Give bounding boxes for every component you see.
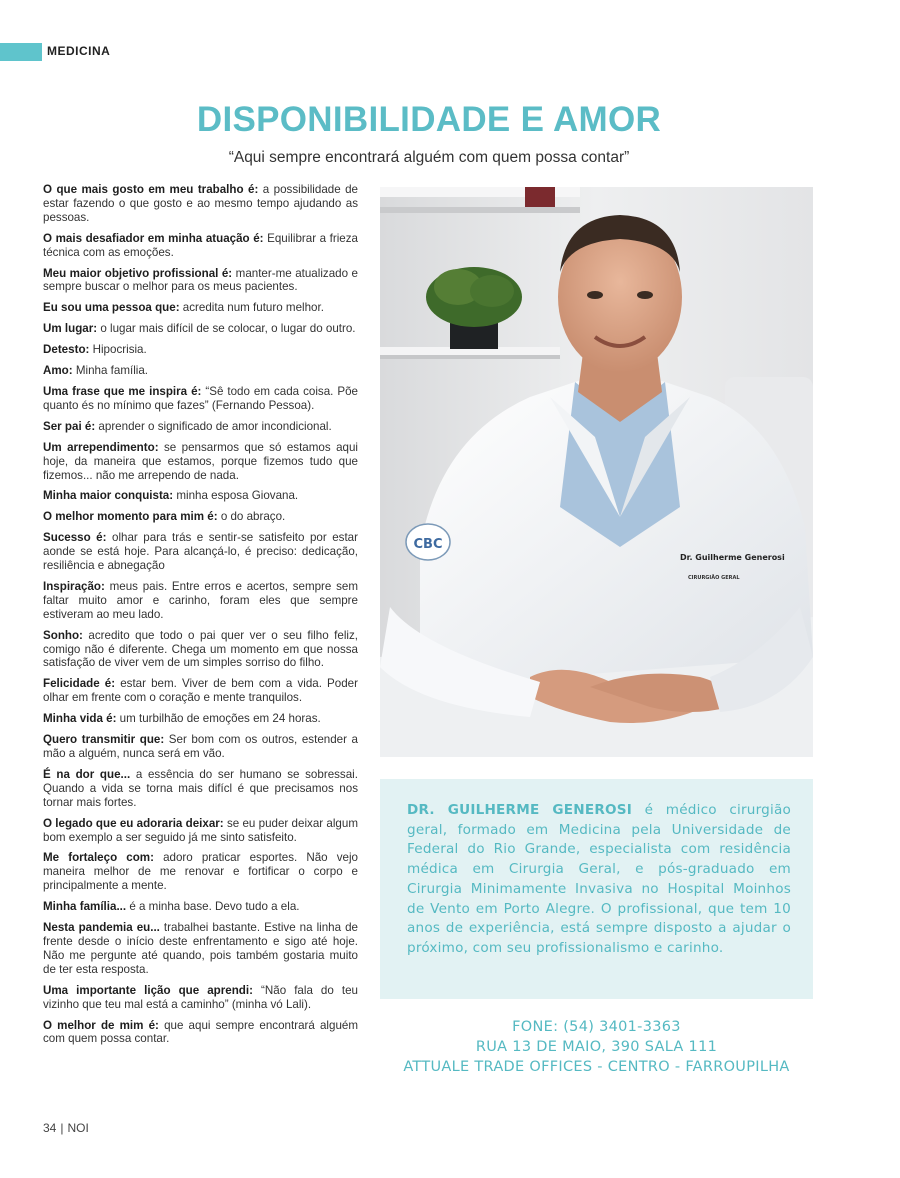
qa-item bbox=[43, 531, 358, 573]
qa-question: Minha maior conquista: bbox=[43, 489, 174, 503]
qa-item bbox=[43, 343, 358, 357]
qa-question: O mais desafiador em minha atuação é: bbox=[43, 231, 264, 245]
qa-item bbox=[43, 677, 358, 705]
qa-item bbox=[43, 232, 358, 260]
qa-answer: acredito que todo o pai quer ver o seu filho feliz, comigo não é diferente. Chega um momento em que nossa satisfação de viver vem de um simples sorriso do filho. bbox=[43, 628, 358, 670]
qa-question: Inspiração: bbox=[43, 579, 105, 593]
qa-item bbox=[43, 921, 358, 977]
qa-item bbox=[43, 510, 358, 524]
qa-answer: “Sê todo em cada coisa. Põe quanto és no mínimo que fazes” (Fernando Pessoa). bbox=[43, 384, 358, 412]
bio-box bbox=[380, 779, 813, 999]
qa-question: Me fortaleço com: bbox=[43, 851, 154, 865]
qa-item bbox=[43, 420, 358, 434]
qa-question: O que mais gosto em meu trabalho é: bbox=[43, 183, 259, 196]
qa-answer: adoro praticar esportes. Não vejo maneira melhor de me renovar e fortificar o corpo e principalmente a mente. bbox=[43, 851, 358, 893]
qa-answer: um turbilhão de emoções em 24 horas. bbox=[116, 712, 321, 726]
qa-answer: o lugar mais difícil de se colocar, o lugar do outro. bbox=[97, 322, 356, 336]
qa-question: Minha vida é: bbox=[43, 712, 117, 726]
qa-answer: manter-me atualizado e sempre buscar o melhor para os meus pacientes. bbox=[43, 266, 358, 294]
doctor-portrait-illustration bbox=[380, 187, 813, 757]
qa-answer: Ser bom com os outros, estender a mão a alguém, nunca será em vão. bbox=[43, 733, 358, 760]
qa-item bbox=[43, 183, 358, 225]
qa-question: O melhor de mim é: bbox=[43, 1018, 159, 1032]
qa-question: Eu sou uma pessoa que: bbox=[43, 301, 180, 315]
qa-item bbox=[43, 385, 358, 413]
qa-answer: a essência do ser humano se sobressai. Quando a vida se torna mais difícl é que precisamos nos tornar mais fortes. bbox=[43, 767, 358, 809]
qa-answer: estar bem. Viver de bem com a vida. Poder olhar em frente com o coração e mente tranquilos. bbox=[43, 677, 358, 705]
qa-question: Uma frase que me inspira é: bbox=[43, 384, 202, 398]
qa-item bbox=[43, 489, 358, 503]
qa-answer: “Não fala do teu vizinho que teu mal está a caminho” (minha vó Lali). bbox=[43, 983, 358, 1011]
qa-item bbox=[43, 580, 358, 622]
qa-answer: Hipocrisia. bbox=[89, 343, 147, 357]
qa-item bbox=[43, 712, 358, 726]
qa-answer: olhar para trás e sentir-se satisfeito por estar aonde se está hoje. Para alcançá-lo, é preciso: dedicação, resiliência e abnegação bbox=[43, 531, 358, 573]
qa-item bbox=[43, 629, 358, 671]
contact-phone: FONE: (54) 3401-3363 bbox=[512, 1019, 681, 1035]
qa-answer: se pensarmos que só estamos aqui hoje, da maneira que estamos, porque fizemos tudo que fizemos... não me arrependo de nada. bbox=[43, 440, 358, 482]
qa-answer: se eu puder deixar algum bom exemplo a ser seguido já me sinto satisfeito. bbox=[43, 816, 358, 844]
qa-question: Sucesso é: bbox=[43, 531, 107, 545]
qa-item bbox=[43, 733, 358, 761]
qa-answer: acredita num futuro melhor. bbox=[179, 301, 324, 315]
qa-answer: Minha família. bbox=[72, 364, 149, 378]
qa-question: O legado que eu adoraria deixar: bbox=[43, 816, 224, 830]
qa-answer: a possibilidade de estar fazendo o que gosto e ao mesmo tempo ajudando as pessoas. bbox=[43, 183, 358, 224]
bio-description: é médico cirurgião geral, formado em Medicina pela Universidade de Federal do Rio Grande, especialista com residência médica em Cirurgia Geral, e pós-graduado em Cirurgia Minimamente Invasiva no Hospital Moinhos de Vento em Porto Alegre. O profissional, que tem 10 anos de experiência, está sempre disposto a ajudar o próximo, com seu profissionalismo e carinho. bbox=[407, 802, 791, 956]
qa-item bbox=[43, 364, 358, 378]
qa-question: Um lugar: bbox=[43, 322, 98, 336]
qa-question: Felicidade é: bbox=[43, 677, 116, 691]
coat-name-embroidery: Dr. Guilherme Generosi bbox=[680, 553, 785, 562]
qa-item bbox=[43, 817, 358, 845]
qa-question: É na dor que... bbox=[43, 767, 131, 781]
doctor-photo bbox=[380, 187, 813, 757]
qa-question: Meu maior objetivo profissional é: bbox=[43, 266, 233, 280]
coat-role-embroidery: CIRURGIÃO GERAL bbox=[688, 575, 740, 581]
qa-answer: é a minha base. Devo tudo a ela. bbox=[126, 900, 300, 914]
qa-answer: trabalhei bastante. Estive na linha de frente desde o início deste enfrentamento e sigo até hoje. Não me pergunte até quando, pois também gostaria muito de ter esta resposta. bbox=[43, 921, 358, 976]
qa-item bbox=[43, 1019, 358, 1047]
coat-patch: CBC bbox=[413, 537, 443, 552]
qa-column bbox=[43, 183, 358, 1053]
article-subtitle: “Aqui sempre encontrará alguém com quem possa contar” bbox=[228, 149, 630, 166]
qa-answer: o do abraço. bbox=[217, 510, 286, 524]
qa-question: Sonho: bbox=[43, 628, 83, 642]
qa-answer: minha esposa Giovana. bbox=[173, 489, 299, 503]
footer-separator: | bbox=[60, 1121, 64, 1135]
section-color-bar bbox=[0, 43, 42, 61]
qa-question: Ser pai é: bbox=[43, 419, 96, 433]
bio-text bbox=[407, 801, 791, 959]
qa-answer: meus pais. Entre erros e acertos, sempre sem faltar muito amor e carinho, foram eles que sempre estiveram ao meu lado. bbox=[43, 579, 358, 621]
qa-question: Quero transmitir que: bbox=[43, 733, 165, 747]
contact-address: RUA 13 DE MAIO, 390 SALA 111 bbox=[475, 1039, 718, 1055]
qa-item bbox=[43, 322, 358, 336]
qa-question: O melhor momento para mim é: bbox=[43, 510, 218, 524]
qa-item bbox=[43, 984, 358, 1012]
qa-item bbox=[43, 301, 358, 315]
qa-answer: Equilibrar a frieza técnica com as emoções. bbox=[43, 231, 358, 259]
page-footer bbox=[43, 1121, 89, 1135]
qa-answer: aprender o significado de amor incondicional. bbox=[95, 419, 332, 433]
contact-location: ATTUALE TRADE OFFICES - CENTRO - FARROUPILHA bbox=[403, 1059, 790, 1075]
qa-question: Nesta pandemia eu... bbox=[43, 921, 160, 935]
magazine-name: NOI bbox=[67, 1121, 89, 1135]
section-label: MEDICINA bbox=[47, 44, 111, 58]
qa-item bbox=[43, 441, 358, 483]
qa-question: Detesto: bbox=[43, 343, 90, 357]
qa-question: Minha família... bbox=[43, 900, 127, 914]
qa-item bbox=[43, 851, 358, 893]
page-number: 34 bbox=[43, 1121, 57, 1135]
qa-item bbox=[43, 900, 358, 914]
qa-question: Uma importante lição que aprendi: bbox=[43, 983, 253, 997]
qa-item bbox=[43, 768, 358, 810]
article-title: DISPONIBILIDADE E AMOR bbox=[196, 100, 662, 139]
qa-question: Amo: bbox=[43, 364, 73, 378]
qa-question: Um arrependimento: bbox=[43, 440, 159, 454]
contact-block bbox=[380, 1017, 813, 1077]
qa-item bbox=[43, 267, 358, 295]
qa-answer: que aqui sempre encontrará alguém com quem possa contar. bbox=[43, 1018, 359, 1046]
bio-name: DR. GUILHERME GENEROSI bbox=[407, 802, 633, 818]
